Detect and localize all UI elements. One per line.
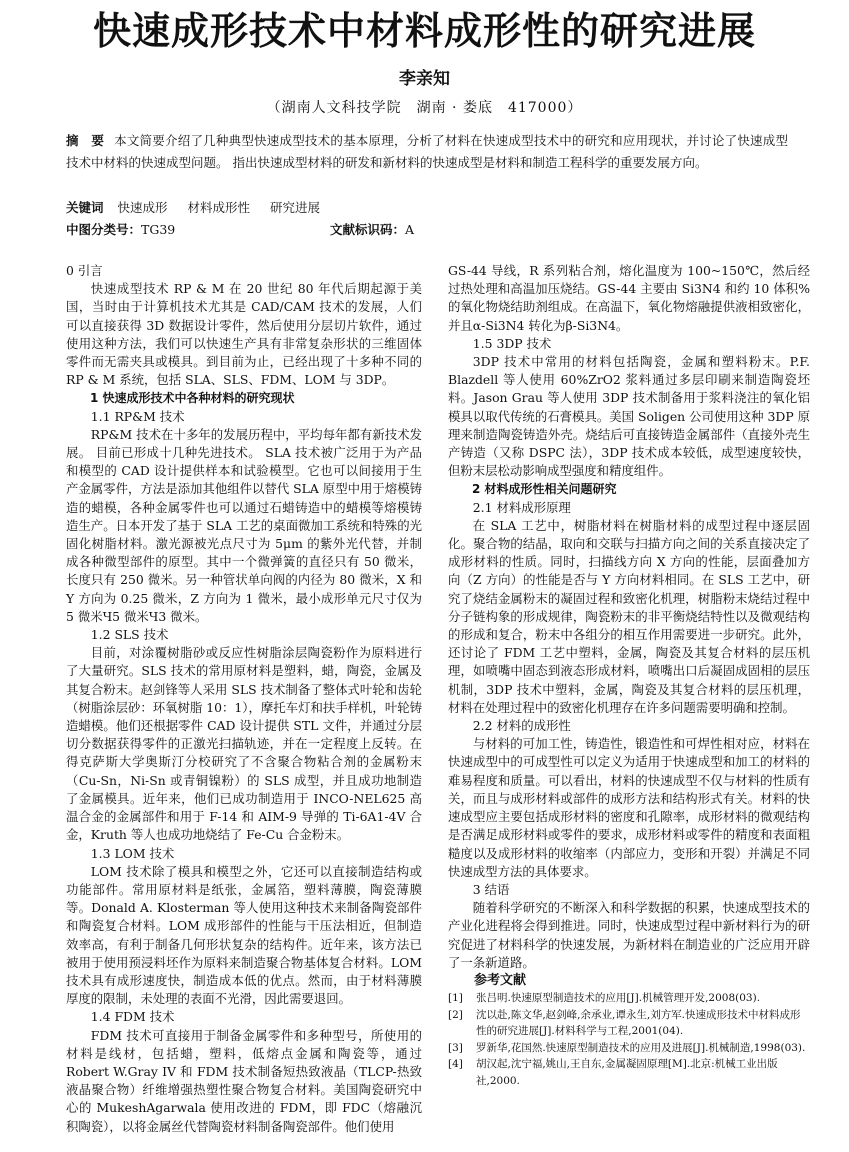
reference-item [448,1056,810,1089]
subsection-heading: 1.4 FDM 技术 [90,1009,175,1025]
doc-label: 文献标识码： [330,222,406,237]
paragraph: 目前，对涂覆树脂砂或反应性树脂涂层陶瓷粉作为原料进行了大量研究。SLS 技术的常用原材料是塑料，蜡，陶瓷，金属及其复合粉末。赵剑锋等人采用 SLS 技术制备了整体式叶轮和齿轮（树脂涂层砂：环氧树脂 10：1），摩托车灯和扶手样机，叶轮铸造蜡模。他们还根据零件 CAD 设计提供 STL 文件，并通过分层切分数据获得零件的正激光扫描轨迹，并在一定程度上反转。在得克萨斯大学奥斯汀分校研究了不含聚合物粘合剂的金属粉末（Cu-Sn，Ni-Sn 或青铜镍粉）的 SLS 成型，并且成功地制造了金属模具。近年来，他们已成功制造用于 INCO-NEL625 高温合金的金属部件和用于 F-14 和 AIM-9 导弹的 Ti-6A1-4V 合金，Kruth 等人也成功地烧结了 Fe-Cu 合金粉末。 [66,645,422,843]
section-heading: 3 结语 [472,881,510,897]
right-column [448,262,810,1089]
paragraph: 与材料的可加工性，铸造性，锻造性和可焊性相对应，材料在快速成型中的可成型性可以定义为适用于快速成型和加工的材料的难易程度和质量。可以看出，材料的快速成型不仅与材料的性质有关，而且与成形材料或部件的成形方法和结构形式有关。材料的快速成型应主要包括成形材料的密度和孔隙率，成形材料的微观结构是否满足成形材料或零件的要求，成形材料或零件的精度和表面粗糙度以及成形材料的收缩率（内部应力，变形和开裂）并满足不同快速成型方法的具体要求。 [448,736,810,879]
reference-text: 胡汉起,沈宁福,姚山,王自东,金属凝固原理[M].北京:机械工业出版社,2000. [476,1058,778,1087]
reference-text: 罗新华,花国然.快速原型制造技术的应用及进展[J].机械制造,1998(03). [476,1041,806,1054]
reference-number: [2] [448,1008,463,1021]
document-code [330,220,414,240]
section-heading: 2 材料成形性相关问题研究 [472,482,617,497]
subsection-heading: 2.2 材料的成形性 [472,718,571,734]
keyword: 快速成形 [117,200,168,215]
paragraph: 在 SLA 工艺中，树脂材料在树脂材料的成型过程中逐层固化。聚合物的结晶，取向和交联与扫描方向之间的关系直接决定了成形材料的性质。同时，扫描线方向 X 方向的性能，层面叠加方向（Z 方向）的性能是否与 Y 方向材料相同。在 SLS 工艺中，研究了烧结金属粉末的凝固过程和致密化机理，树脂粉末烧结过程中分子链构象的形成规律，陶瓷粉末的非平衡烧结特性以及微观结构的形成和复合，粉末中各组分的相互作用需要进一步研究。此外，还讨论了 FDM 工艺中塑料，金属，陶瓷及其复合材料的层压机理，如喷嘴中固态到液态形成材料，喷嘴出口后凝固成固相的层压机制，3DP 技术中塑料，金属，陶瓷及其复合材料的层压机理，材料在处理过程中的致密化机理存在许多问题需要明确和控制。 [448,517,810,715]
paragraph: LOM 技术除了模具和模型之外，它还可以直接制造结构或功能部件。常用原材料是纸张，金属箔，塑料薄膜，陶瓷薄膜等。Donald A. Klosterman 等人使用这种技术来制备陶瓷部件和陶瓷复合材料。LOM 成形部件的性能与干压法相近，但制造效率高，有利于制备几何形状复杂的结构件。近年来，该方法已被用于使用预浸料坯作为原料来制造聚合物基体复合材料。LOM 技术具有成形速度快，制造成本低的优点。然而，由于材料薄膜厚度的限制，未处理的表面不光滑，因此需要退回。 [66,863,422,1007]
subsection-heading: 1.2 SLS 技术 [90,627,169,643]
subsection-heading: 1.5 3DP 技术 [472,335,552,351]
left-column [66,262,422,1136]
reference-text: 张吕明.快速原型制造技术的应用[J].机械管理开发,2008(03). [476,992,761,1005]
paragraph: RP&M 技术在十多年的发展历程中，平均每年都有新技术发展。 目前已形成十几种先进技术。 SLA 技术被广泛用于为产品和模型的 CAD 设计提供样本和试验模型。它也可以间接用于生产金属零件，方法是添加其他组件以替代 SLA 原型中用于熔模铸造的蜡模，各种金属零件也可以通过石蜡铸造中的蜡模等熔模铸造生产。日本开发了基于 SLA 工艺的桌面微加工系统和特殊的光固化树脂材料。激光源被光点尺寸为 5μm 的紫外光代替，并制成各种微型部件的原型。其中一个微弹簧的直径只有 50 微米，长度只有 250 微米。另一种管状单向阀的内径为 80 微米，X 和 Y 方向为 0.25 微米，Z 方向为 1 微米，最小成形单元尺寸仅为 5 微米Ч5 微米Ч3 微米。 [66,426,422,624]
paragraph: 3DP 技术中常用的材料包括陶瓷，金属和塑料粉末。P.F. Blazdell 等人使用 60%ZrO2 浆料通过多层印刷来制造陶瓷坯料。Jason Grau 等人使用 3DP 技术制备用于浆料浇注的氧化铝模具以取代传统的石膏模具。美国 Soligen 公司使用这种 3DP 原理来制造陶瓷铸造外壳。烧结后可直接铸造金属部件（直接外壳生产铸造（又称 DSPC 法），3DP 技术成本较低，成型速度较快，但粉末层松动影响成型强度和精度组件。 [448,354,810,479]
subsection-heading: 1.1 RP&M 技术 [90,408,185,424]
abstract [66,130,788,174]
keywords [66,198,336,218]
reference-item [448,990,810,1007]
subsection-heading: 2.1 材料成形原理 [472,499,571,515]
paragraph: 随着科学研究的不断深入和科学数据的积累，快速成型技术的产业化进程将会得到推进。同时，快速成型过程中新材料行为的研究促进了材料科学的快速发展，为新材料在制造业的广泛应用开辟了一条新道路。 [448,900,810,970]
section-heading: 1 快速成形技术中各种材料的研究现状 [90,391,295,406]
keywords-label: 关键词 [66,200,104,215]
author-name: 李亲知 [399,69,450,89]
keyword: 研究进展 [270,200,321,215]
reference-text: 沈以赴,陈文华,赵剑峰,余承业,谭永生,刘方军.快速成形技术中材料成形性的研究进展[J].材料科学与工程,2001(04). [476,1008,801,1038]
clc-value: TG39 [141,222,176,237]
reference-number: [4] [448,1058,463,1071]
abstract-text: 本文简要介绍了几种典型快速成型技术的基本原理，分析了材料在快速成型技术中的研究和应用现状，并讨论了快速成型技术中材料的快速成型问题。 指出快速成型材料的研发和新材料的快速成型是材料和制造工程科学的重要发展方向。 [66,133,788,170]
references-heading: 参考文献 [474,972,527,988]
subsection-heading: 1.3 LOM 技术 [90,845,175,861]
reference-item [448,1040,810,1057]
reference-number: [3] [448,1041,463,1054]
keyword: 材料成形性 [187,200,251,215]
author-affiliation: （湖南人文科技学院 湖南 · 娄底 417000） [266,100,583,116]
paper-title: 快速成形技术中材料成形性的研究进展 [92,9,756,53]
clc-label: 中图分类号： [66,222,142,237]
paragraph: GS-44 导线，R 系列粘合剂，熔化温度为 100~150℃，然后经过热处理和高温加压烧结。GS-44 主要由 Si3N4 和约 10 体积% 的氧化物烧结助剂组成。在高温下，氧化物熔融提供液相致密化，并且α-Si3N4 转化为β-Si3N4。 [448,263,810,333]
section-heading: 0 引言 [66,263,103,278]
doc-value: A [405,222,415,237]
paragraph: FDM 技术可直接用于制备金属零件和多种型号，所使用的材料是线材，包括蜡，塑料，低熔点金属和陶瓷等，通过 Robert W.Gray IV 和 FDM 技术制备短热致液晶（TLCP-热致液晶聚合物）纤维增强热塑性聚合物复合材料。美国陶瓷研究中心的 MukeshAgarwala 使用改进的 FDM，即 FDC（熔融沉积陶瓷），以将金属丝代替陶瓷材料制备陶瓷部件。他们使用 [66,1027,422,1134]
paragraph: 快速成型技术 RP & M 在 20 世纪 80 年代后期起源于美国，当时由于计算机技术尤其是 CAD/CAM 技术的发展，人们可以直接获得 3D 数据设计零件，然后使用分层切片软件，通过使用这种方法，我们可以快速生产具有非常复杂形状的三维固体零件而无需夹具或模具。到目前为止，已经出现了十多种不同的 RP & M 系统，包括 SLA、SLS、FDM、LOM 与 3DP。 [66,281,422,388]
reference-item [448,1007,810,1040]
abstract-label: 摘 要 [66,133,105,148]
reference-number: [1] [448,992,463,1005]
